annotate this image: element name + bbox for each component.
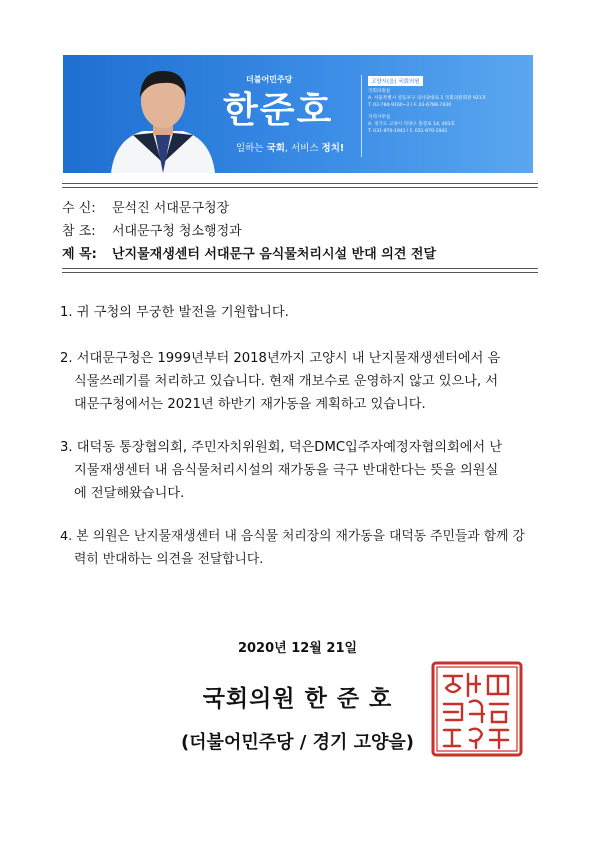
office2-title: 지역사무실 [368, 115, 391, 120]
party-label: 더불어민주당 [246, 75, 293, 84]
letterhead-banner [63, 55, 533, 173]
portrait-photo [103, 61, 223, 173]
paragraph-3: 3. 대덕동 통장협의회, 주민자치위원회, 덕은DMC입주자예정자협의회에서 난 지물재생센터 내 음식물처리시설의 재가동을 극구 반대한다는 뜻을 의원실 에 전달해왔습니다. [60, 440, 503, 501]
official-seal [430, 660, 524, 758]
district-badge: 고양시(을) 국회의원 [368, 76, 423, 86]
paragraph-4: 4. 본 의원은 난지물재생센터 내 음식물 처리장의 재가동을 대덕동 주민들과 함께 강 력히 반대하는 의견을 전달합니다. [60, 529, 525, 567]
signature-name: 국회의원 한 준 호 [202, 686, 393, 712]
bottom-divider [62, 268, 538, 273]
document-date: 2020년 12월 21일 [237, 641, 358, 656]
banner-divider [361, 75, 362, 157]
member-name: 한준호 [223, 90, 334, 131]
top-divider [62, 183, 538, 188]
paragraph-1: 1. 귀 구청의 무궁한 발전을 기원합니다. [60, 305, 289, 320]
slogan: 일하는 국회, 서비스 정치! [236, 143, 345, 154]
subject-line: 제 목: 난지물재생센터 서대문구 음식물처리시설 반대 의견 전달 [62, 247, 437, 262]
office1-phone: T. 02-784-9160~2 I F. 02-6788-7430 [368, 103, 452, 108]
office1-title: 국회의원실 [368, 89, 391, 94]
recipient-line: 수 신: 문석진 서대문구청장 [62, 201, 230, 216]
office1-address: A. 서울특별시 영등포구 의사당대로 1 국회의원회관 921호 [368, 96, 487, 101]
signature-party: (더불어민주당 / 경기 고양을) [180, 732, 415, 753]
reference-line: 참 조: 서대문구청 청소행정과 [62, 224, 242, 239]
paragraph-2: 2. 서대문구청은 1999년부터 2018년까지 고양시 내 난지물재생센터에서 음 식물쓰레기를 처리하고 있습니다. 현재 개보수로 운영하지 않고 있으나, 서 대문구청에서는 2021년 하반기 재가동을 계획하고 있습니다. [60, 351, 501, 412]
office2-phone: T. 031-970-1941 I F. 031-970-1942 [368, 129, 448, 134]
office2-address: A. 경기도 고양시 덕양구 충장로 14, 403호 [368, 122, 456, 127]
